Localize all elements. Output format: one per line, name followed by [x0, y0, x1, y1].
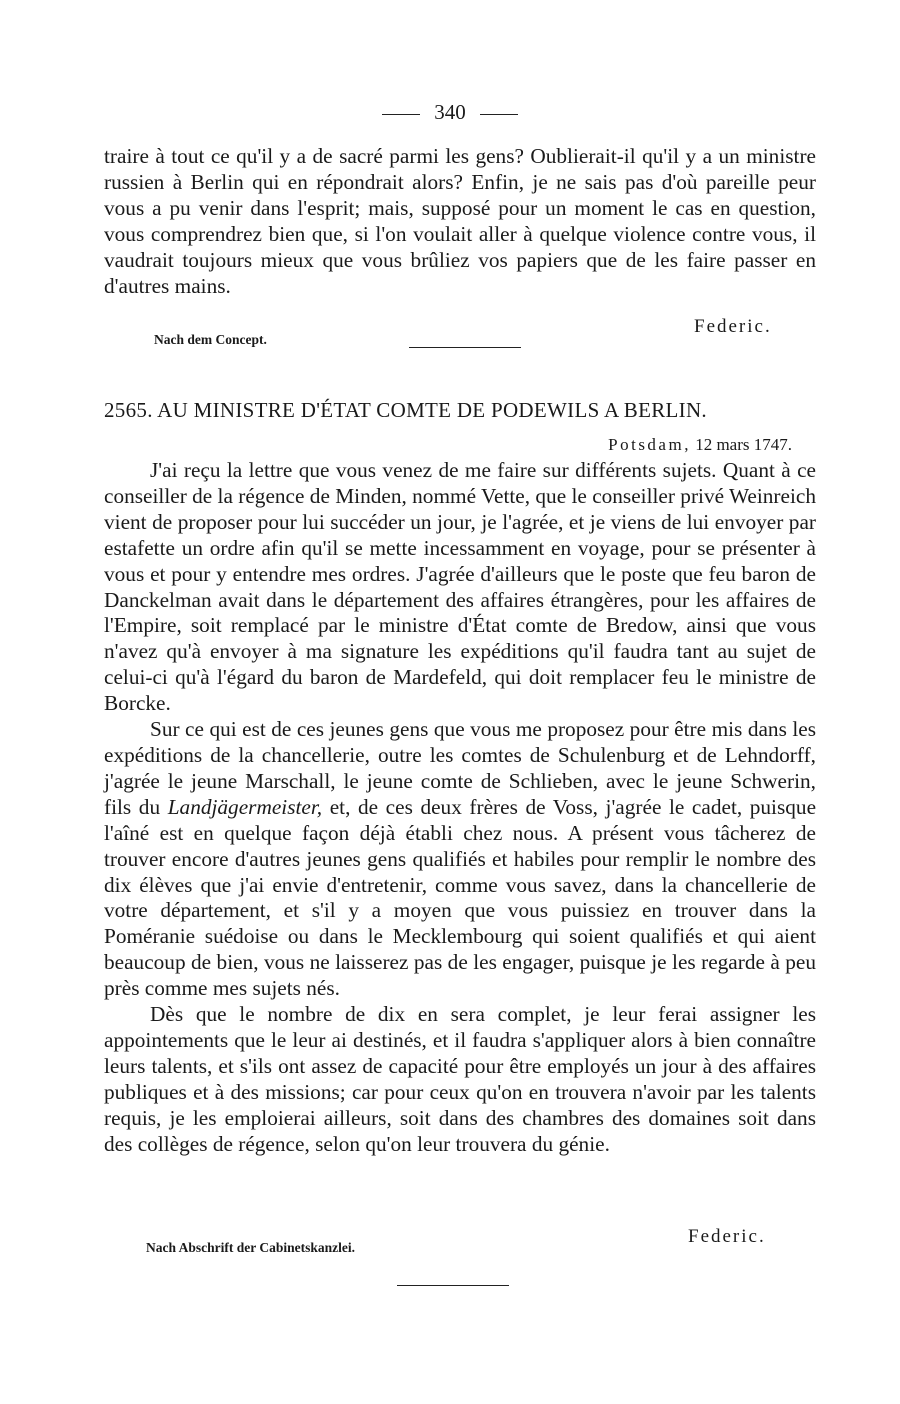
page-number: 340: [434, 100, 466, 124]
separator-rule-top: [409, 347, 521, 348]
letter-paragraph-1: J'ai reçu la lettre que vous venez de me faire sur différents sujets. Quant à ce conseiller de la régence de Minden, nommé Vette, que le conseiller privé Weinreich vient de proposer pour lui succéder un jour, je l'agrée, et je viens de lui envoyer par estafette un ordre afin qu'il se mette incessamment en voyage, pour se présenter à vous et pour y entendre mes ordres. J'agrée d'ailleurs que le poste que feu baron de Danckelman avait dans le département des affaires étrangères, pour les affaires de l'Empire, soit remplacé par le ministre d'État comte de Bredow, ainsi que vous n'avez qu'à envoyer à ma signature les expéditions qu'il faudra tant au sujet de celui-ci qu'à l'égard du baron de Mardefeld, qui doit remplacer feu le ministre de Borcke.: [104, 458, 816, 716]
signature-top: Federic.: [694, 316, 772, 337]
continued-letter-text: [104, 144, 816, 299]
paragraph-2-text-a: Sur ce qui est de ces jeunes gens que vous me proposez pour être mis dans les expéditions de la chancellerie, outre les comtes de Schulenburg et de Lehndorff, j'agrée le jeune Marschall, le jeune comte de Schlieben, avec le jeune Schwerin, fils du: [104, 717, 816, 819]
dateline: [608, 435, 792, 455]
source-note-bottom: Nach Abschrift der Cabinetskanzlei.: [146, 1240, 356, 1255]
dateline-date: 12 mars 1747.: [695, 435, 792, 454]
signature-bottom: Federic.: [688, 1226, 766, 1247]
letter-heading: 2565. AU MINISTRE D'ÉTAT COMTE DE PODEWILS A BERLIN.: [104, 398, 707, 422]
letter-body: [104, 458, 816, 1157]
letter-paragraph-3: Dès que le nombre de dix en sera complet, je leur ferai assigner les appointements que le leur ai destinés, et il faudra s'appliquer alors à bien connaître leurs talents, et s'ils ont assez de capacité pour être employés un jour à des affaires publiques et à des missions; car pour ceux qu'on en trouvera n'avoir par les talents requis, je les emploierai ailleurs, soit dans des chambres des domaines soit dans des collèges de régence, selon qu'on leur trouvera du génie.: [104, 1002, 816, 1156]
letter-paragraph-2: [104, 717, 816, 1002]
page-number-header: [0, 100, 900, 125]
source-note-top: Nach dem Concept.: [154, 332, 267, 347]
header-dash-left: [382, 114, 420, 115]
paragraph-2-text-b: et, de ces deux frères de Voss, j'agrée le cadet, puisque l'aîné est en quelque façon déjà établi chez nous. A présent vous tâcherez de trouver encore d'autres jeunes gens qualifiés et habiles pour remplir le nombre des dix élèves que j'ai envie d'entretenir, comme vous savez, dans la chancellerie de votre département, et s'il y a moyen que vous puissiez en trouver dans la Poméranie suédoise ou dans le Mecklembourg qui soient qualifiés et qui aient beaucoup de bien, vous ne laisserez pas de les engager, puisque je les regarde à peu près comme mes sujets nés.: [104, 794, 817, 1001]
dateline-place: Potsdam,: [608, 435, 691, 454]
separator-rule-bottom: [397, 1285, 509, 1286]
paragraph-2-italic-term: Landjägermeister,: [167, 794, 323, 819]
continued-paragraph: traire à tout ce qu'il y a de sacré parmi les gens? Oublierait-il qu'il y a un ministre russien à Berlin qui en répondrait alors? Enfin, je ne sais pas d'où pareille peur vous a pu venir dans l'esprit; mais, supposé pour un moment le cas en question, vous comprendrez bien que, si l'on voulait aller à quelque violence contre vous, il vaudrait toujours mieux que vous brûliez vos papiers que de les faire passer en d'autres mains.: [104, 144, 816, 298]
header-dash-right: [480, 114, 518, 115]
